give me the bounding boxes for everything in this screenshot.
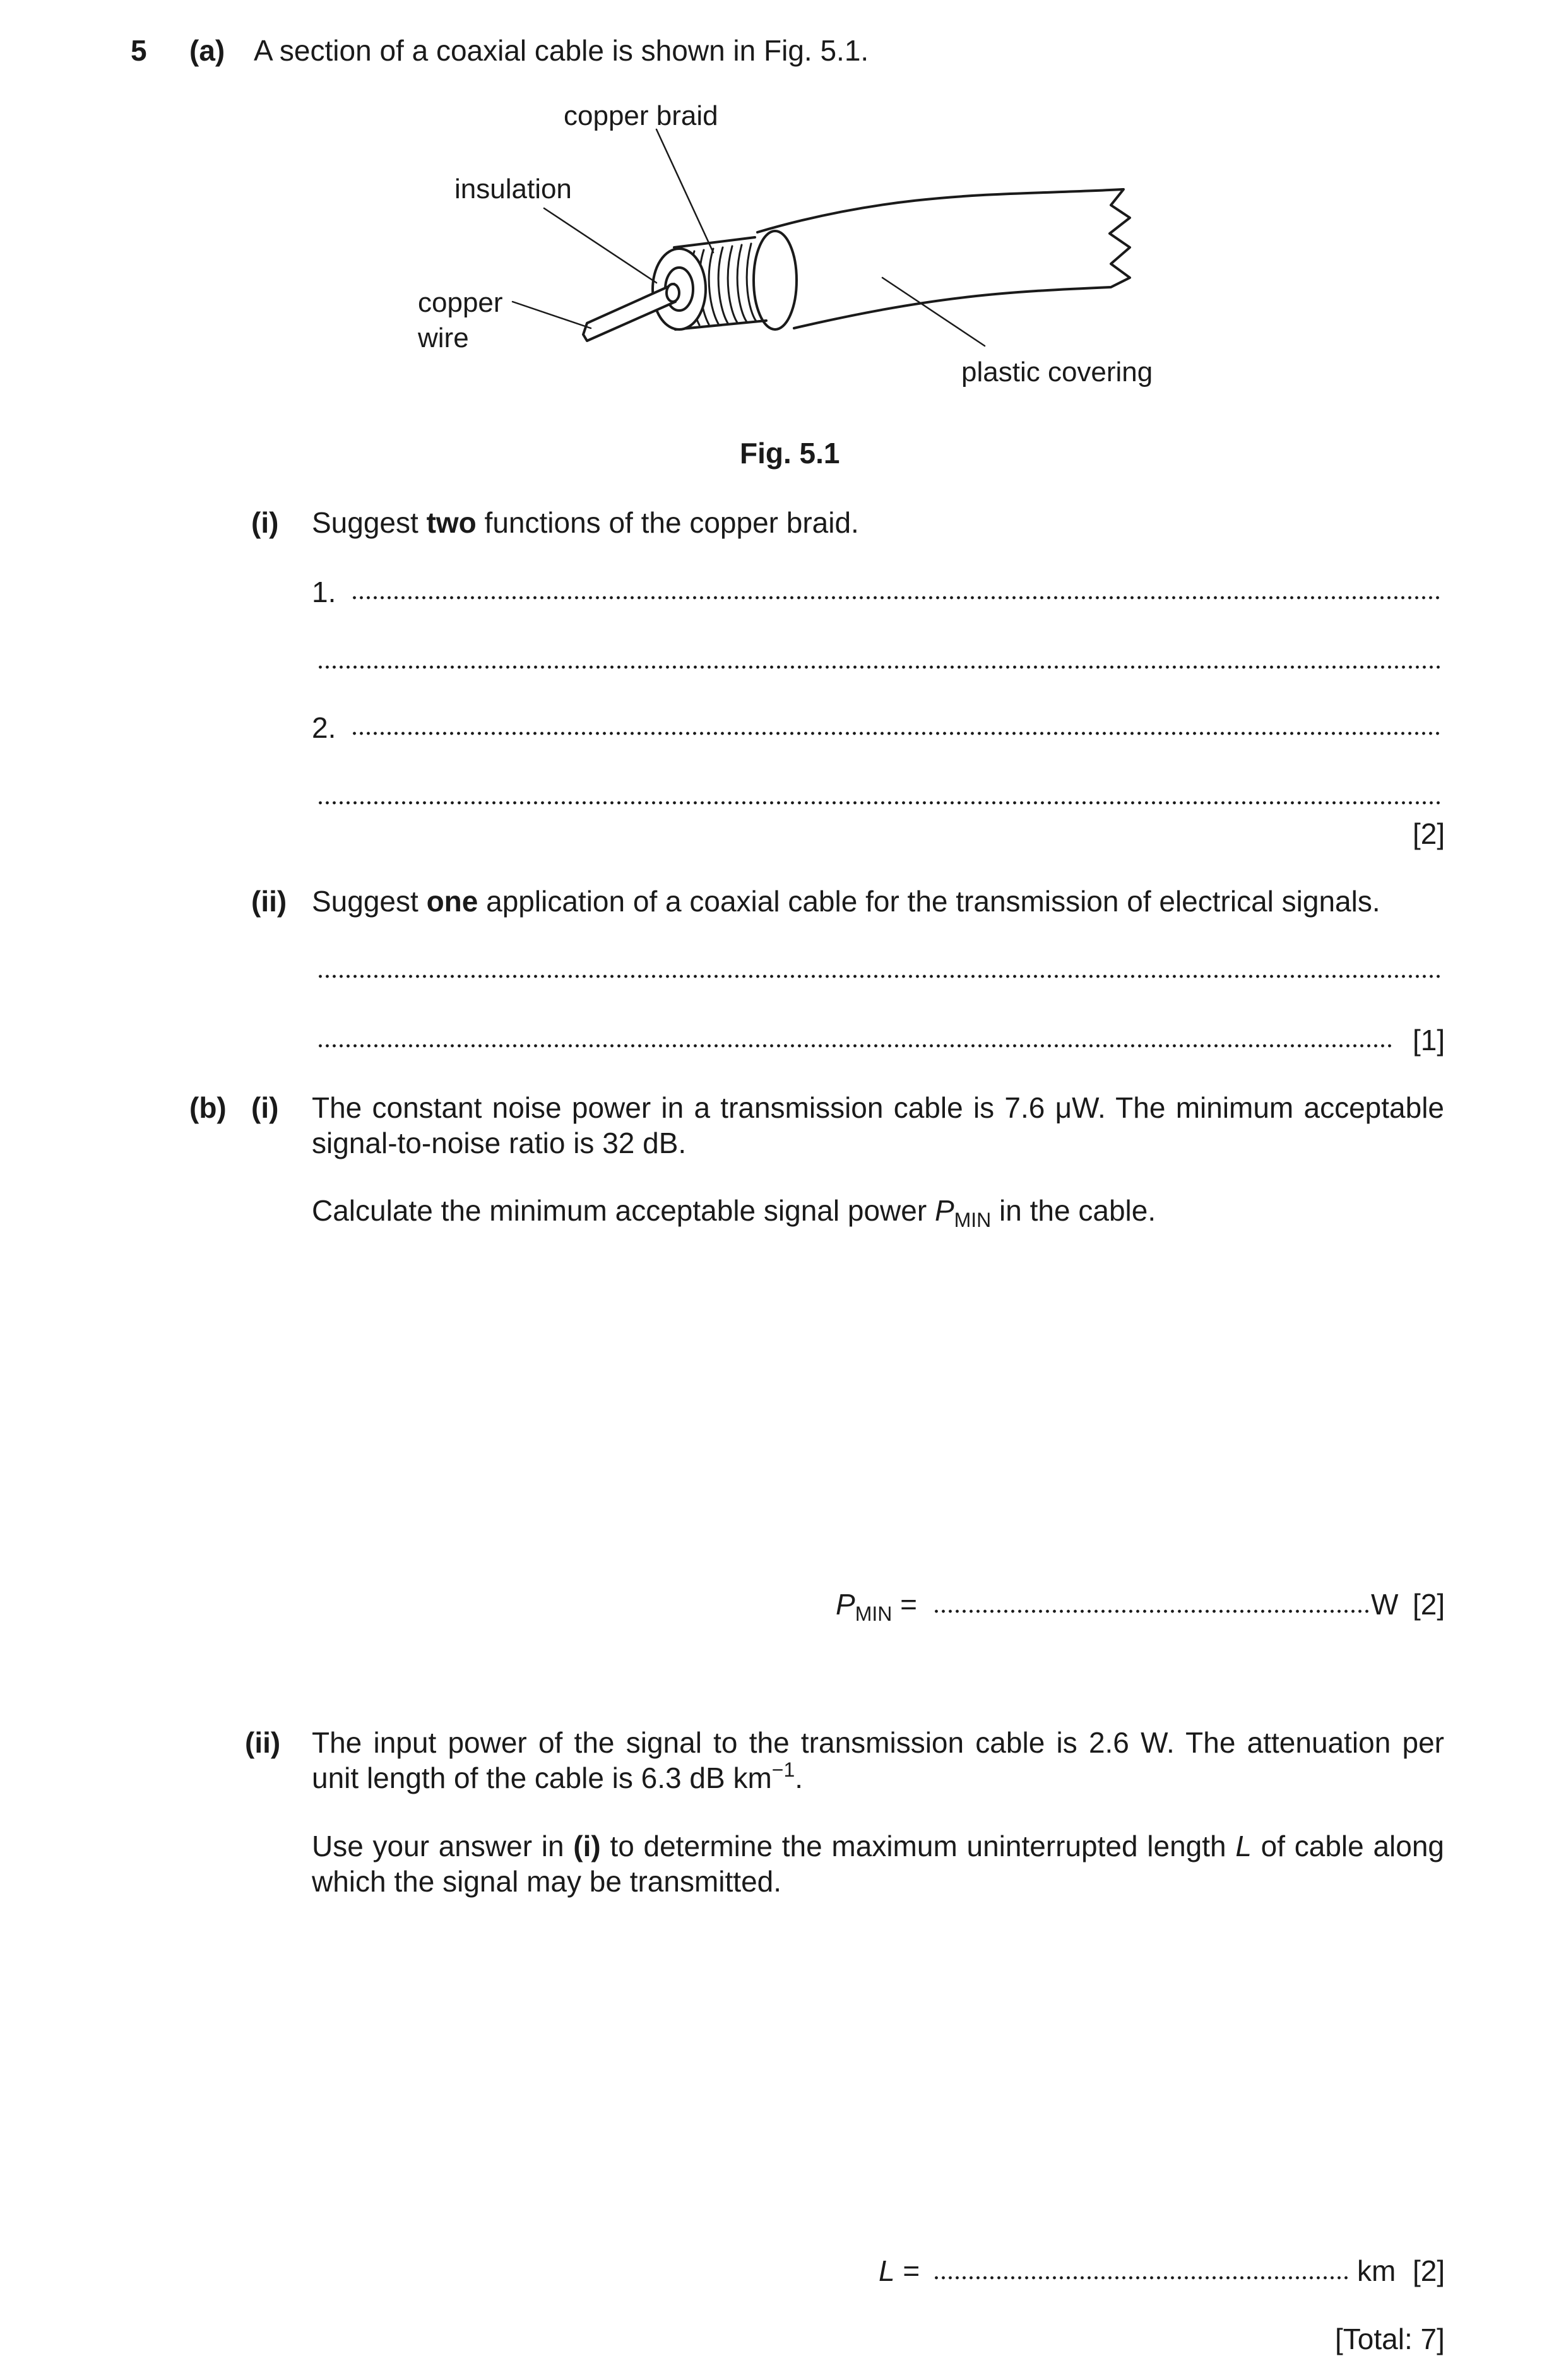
b-ii-answer-prefix (879, 2253, 920, 2288)
a-i-text-pre: Suggest (312, 506, 427, 539)
b-ii-label: (ii) (245, 1726, 281, 1759)
figure-caption: Fig. 5.1 (740, 437, 840, 470)
b-ii-answer-symbol: L (879, 2254, 895, 2287)
label-plastic-covering: plastic covering (961, 357, 1153, 388)
b-i-symbol: P (934, 1194, 954, 1227)
a-i-text-post: functions of the copper braid. (476, 506, 859, 539)
b-ii-text1-post: . (795, 1761, 804, 1794)
a-ii-text-post: application of a coaxial cable for the transmission of electrical signals. (478, 885, 1380, 918)
b-i-subscript: MIN (954, 1209, 992, 1231)
a-i-answer-line-2a[interactable] (351, 730, 1443, 737)
a-ii-text-pre: Suggest (312, 885, 427, 918)
b-i-text2-post: in the cable. (991, 1194, 1156, 1227)
a-i-item2-number: 2. (312, 711, 336, 744)
b-ii-text2 (312, 1828, 1444, 1899)
coaxial-cable-diagram (0, 0, 1566, 454)
a-i-label: (i) (251, 506, 279, 539)
b-i-text2 (312, 1193, 1156, 1231)
a-ii-label: (ii) (251, 885, 287, 918)
b-i-answer-field[interactable] (933, 1608, 1370, 1614)
question-number: 5 (131, 34, 147, 67)
label-copper-braid: copper braid (564, 100, 718, 131)
a-i-marks: [2] (1413, 817, 1445, 850)
a-ii-text-bold: one (426, 885, 478, 918)
b-ii-answer-field[interactable] (933, 2275, 1351, 2281)
a-ii-question (312, 884, 1380, 919)
part-b-label: (b) (189, 1091, 227, 1124)
a-ii-marks: [1] (1413, 1024, 1445, 1057)
a-i-text-bold: two (426, 506, 477, 539)
b-ii-text1-pre: The input power of the signal to the transmission cable is 2.6 W. The attenuation per unit length of the cable is 6.3 dB km (312, 1726, 1444, 1794)
a-i-answer-line-1b[interactable] (317, 664, 1443, 670)
b-i-label: (i) (251, 1091, 279, 1124)
b-ii-text1 (312, 1725, 1444, 1796)
b-i-marks: [2] (1413, 1588, 1445, 1621)
b-ii-marks: [2] (1413, 2254, 1445, 2287)
label-copper-wire-line1: copper (418, 287, 503, 318)
label-copper-wire-line2: wire (418, 323, 469, 353)
b-ii-text2-bold: (i) (573, 1830, 601, 1862)
part-a-intro: A section of a coaxial cable is shown in Fig. 5.1. (254, 34, 869, 67)
a-i-answer-line-1a[interactable] (351, 595, 1443, 601)
b-ii-text2-sym: L (1235, 1830, 1252, 1862)
b-ii-text2-post: of cable along which the signal may be transmitted. (312, 1830, 1445, 1898)
b-i-text2-pre: Calculate the minimum acceptable signal power (312, 1194, 935, 1227)
b-ii-answer-unit: km (1357, 2254, 1396, 2287)
b-i-answer-prefix (836, 1587, 917, 1625)
part-a-label: (a) (189, 34, 225, 67)
a-i-question (312, 505, 859, 540)
b-ii-answer-equals: = (903, 2254, 920, 2287)
a-i-item1-number: 1. (312, 576, 336, 608)
a-ii-answer-line-2[interactable] (317, 1043, 1393, 1049)
b-i-text1: The constant noise power in a transmission cable is 7.6 μW. The minimum acceptable signal-to-noise ratio is 32 dB. (312, 1091, 1444, 1159)
b-i-answer-symbol: P (836, 1588, 855, 1621)
b-i-answer-unit: W (1371, 1588, 1399, 1621)
a-ii-answer-line-1[interactable] (317, 973, 1443, 980)
b-ii-text2-pre: Use your answer in (312, 1830, 574, 1862)
total-marks: [Total: 7] (1335, 2323, 1445, 2355)
label-insulation: insulation (454, 174, 572, 204)
a-i-answer-line-2b[interactable] (317, 800, 1443, 806)
b-i-answer-equals: = (900, 1588, 917, 1621)
b-ii-text1-sup: −1 (771, 1758, 795, 1781)
b-i-answer-subscript: MIN (855, 1602, 893, 1625)
b-ii-text2-mid: to determine the maximum uninterrupted length (600, 1830, 1236, 1862)
